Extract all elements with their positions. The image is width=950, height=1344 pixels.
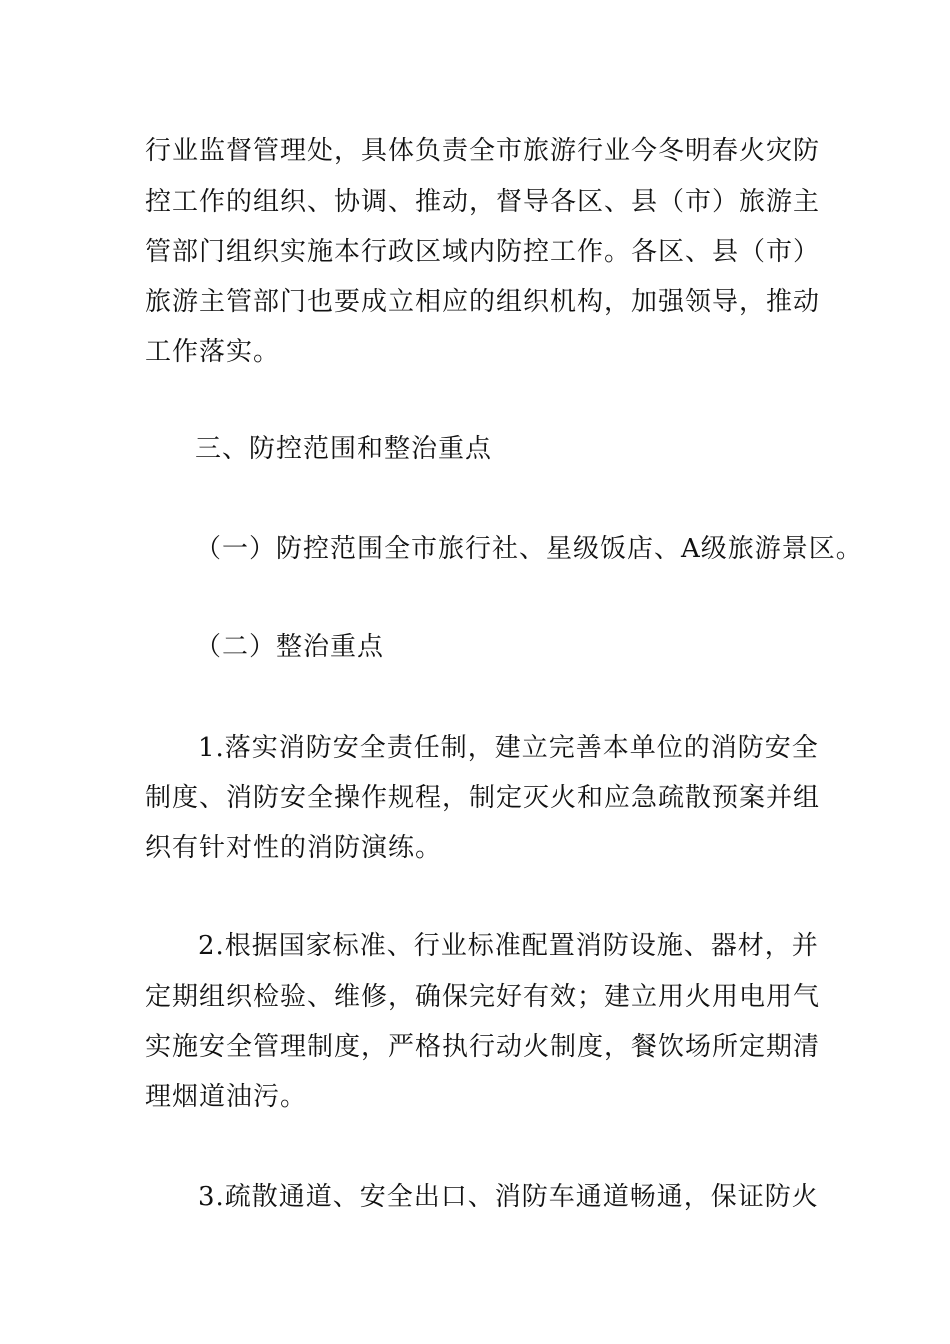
text-line: 控工作的组织、协调、推动，督导各区、县（市）旅游主 [145, 187, 821, 217]
text-line: 制度、消防安全操作规程，制定灭火和应急疏散预案并组 [145, 783, 821, 813]
text-line: 旅游主管部门也要成立相应的组织机构，加强领导，推动 [145, 287, 821, 317]
subsection-heading: （二）整治重点 [195, 632, 385, 662]
text-line: 管部门组织实施本行政区域内防控工作。各区、县（市） [145, 237, 821, 267]
subsection-heading: （一）防控范围全市旅行社、星级饭店、A级旅游景区。 [195, 534, 863, 564]
list-item-start: 2.根据国家标准、行业标准配置消防设施、器材，并 [198, 931, 819, 961]
text-line: 织有针对性的消防演练。 [145, 833, 443, 863]
list-item-start: 1.落实消防安全责任制，建立完善本单位的消防安全 [198, 733, 819, 763]
text-line: 行业监督管理处，具体负责全市旅游行业今冬明春火灾防 [145, 136, 821, 166]
section-heading: 三、防控范围和整治重点 [195, 434, 493, 464]
text-line: 理烟道油污。 [145, 1082, 308, 1112]
list-item-start: 3.疏散通道、安全出口、消防车通道畅通，保证防火 [198, 1182, 819, 1212]
text-line: 定期组织检验、维修，确保完好有效；建立用火用电用气 [145, 982, 821, 1012]
text-line: 实施安全管理制度，严格执行动火制度，餐饮场所定期清 [145, 1032, 821, 1062]
text-line: 工作落实。 [145, 337, 281, 367]
